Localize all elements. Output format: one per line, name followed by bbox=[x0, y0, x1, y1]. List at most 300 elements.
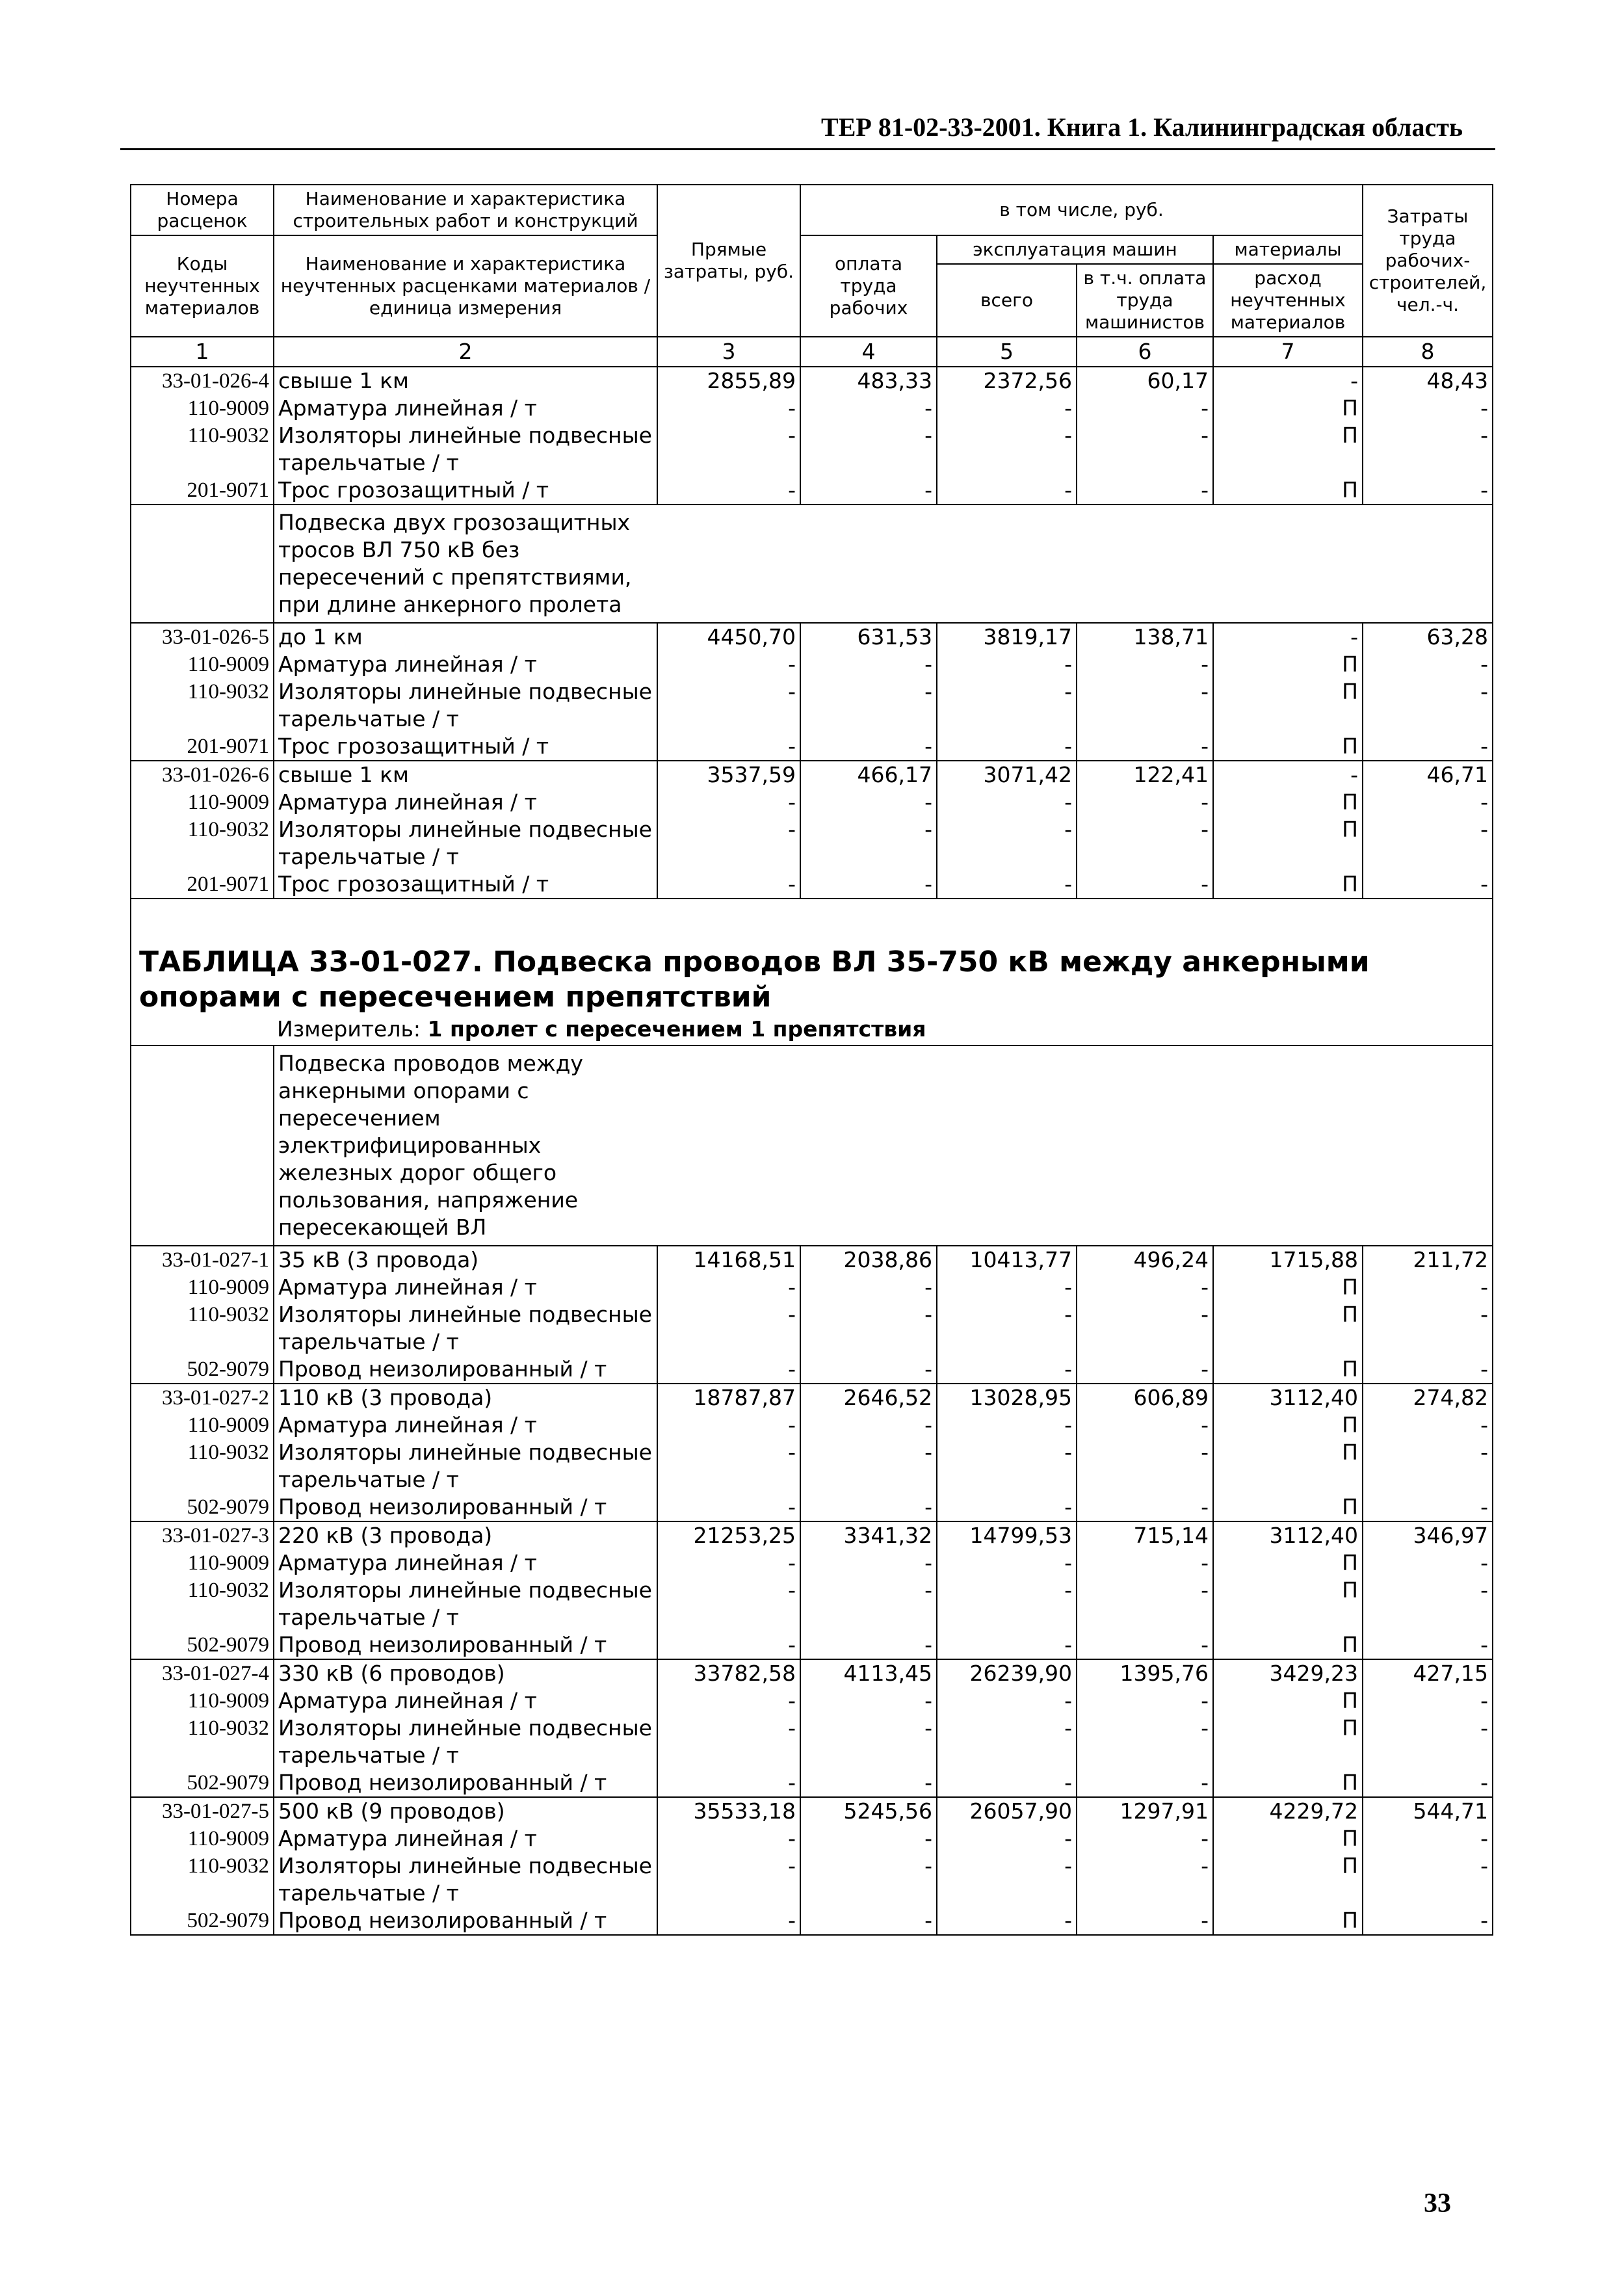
rate-value: - bbox=[800, 816, 937, 871]
rate-code: 110-9009 bbox=[131, 1687, 274, 1715]
rate-value: П bbox=[1213, 1577, 1363, 1631]
table2-title-row bbox=[131, 899, 1493, 1045]
rate-value: - bbox=[1363, 1493, 1493, 1521]
col-header-vsego: всего bbox=[937, 264, 1077, 337]
rate-value: П bbox=[1213, 1715, 1363, 1769]
rate-value: - bbox=[937, 678, 1077, 733]
rate-value: - bbox=[657, 1356, 800, 1384]
heading-spacer bbox=[131, 1045, 274, 1246]
rate-value: 63,28 bbox=[1363, 623, 1493, 651]
material-row bbox=[131, 678, 1493, 733]
rate-value: - bbox=[800, 422, 937, 477]
rate-value: - bbox=[657, 395, 800, 422]
section-heading: Подвеска проводов между анкерными опорами с пересечением электрифицированных железных дорог общего пользования, напряжение пересекающей ВЛ bbox=[274, 1045, 657, 1246]
rate-value: - bbox=[800, 1769, 937, 1797]
rate-name: Изоляторы линейные подвесные тарельчатые / т bbox=[274, 1715, 657, 1769]
rate-value: 3341,32 bbox=[800, 1521, 937, 1549]
rate-name: Изоляторы линейные подвесные тарельчатые / т bbox=[274, 1577, 657, 1631]
rate-value: - bbox=[937, 1356, 1077, 1384]
rate-code: 502-9079 bbox=[131, 1493, 274, 1521]
rate-value: - bbox=[657, 422, 800, 477]
material-row bbox=[131, 1825, 1493, 1852]
rate-value: - bbox=[657, 1577, 800, 1631]
column-number: 2 bbox=[274, 337, 657, 367]
rate-code: 110-9009 bbox=[131, 1549, 274, 1577]
table2-title: ТАБЛИЦА 33-01-027. Подвеска проводов ВЛ 35-750 кВ между анкерными опорами с пересечением препятствий bbox=[139, 945, 1370, 1014]
meter-label: Измеритель: bbox=[277, 1016, 428, 1042]
rate-value: 211,72 bbox=[1363, 1246, 1493, 1274]
rate-value: - bbox=[937, 1577, 1077, 1631]
rate-code: 110-9009 bbox=[131, 1412, 274, 1439]
rate-value: - bbox=[657, 1301, 800, 1356]
rate-value: 5245,56 bbox=[800, 1797, 937, 1825]
rate-value: - bbox=[800, 1356, 937, 1384]
rate-value: П bbox=[1213, 477, 1363, 505]
rate-value: 26239,90 bbox=[937, 1659, 1077, 1687]
rate-value: - bbox=[800, 871, 937, 899]
rate-value: П bbox=[1213, 1356, 1363, 1384]
rate-value: - bbox=[800, 789, 937, 816]
rate-value: - bbox=[800, 1301, 937, 1356]
rate-value: - bbox=[1363, 816, 1493, 871]
rate-value: - bbox=[1363, 1549, 1493, 1577]
rate-value: П bbox=[1213, 789, 1363, 816]
rates-table bbox=[130, 184, 1493, 1936]
rate-value: П bbox=[1213, 651, 1363, 678]
column-number: 3 bbox=[657, 337, 800, 367]
rate-value: - bbox=[937, 422, 1077, 477]
material-row bbox=[131, 1687, 1493, 1715]
rate-value: - bbox=[1213, 761, 1363, 789]
rate-value: - bbox=[1077, 422, 1213, 477]
rate-value: 35533,18 bbox=[657, 1797, 800, 1825]
rate-value: П bbox=[1213, 1631, 1363, 1659]
rate-value: 715,14 bbox=[1077, 1521, 1213, 1549]
rate-name: 110 кВ (3 провода) bbox=[274, 1384, 657, 1412]
rate-value: 274,82 bbox=[1363, 1384, 1493, 1412]
rate-value: - bbox=[1363, 422, 1493, 477]
table2-meter bbox=[135, 1015, 1488, 1044]
rate-value: - bbox=[937, 651, 1077, 678]
rate-value: - bbox=[800, 1439, 937, 1493]
section-heading-row bbox=[131, 1045, 1493, 1246]
rate-value: - bbox=[1077, 477, 1213, 505]
rate-value: П bbox=[1213, 1412, 1363, 1439]
rate-value: - bbox=[1363, 395, 1493, 422]
rate-value: - bbox=[937, 1715, 1077, 1769]
rate-value: - bbox=[657, 1274, 800, 1301]
rate-name: Трос грозозащитный / т bbox=[274, 477, 657, 505]
rate-value: П bbox=[1213, 422, 1363, 477]
rate-value: - bbox=[657, 651, 800, 678]
column-number: 7 bbox=[1213, 337, 1363, 367]
rate-name: Арматура линейная / т bbox=[274, 1274, 657, 1301]
rate-name: Изоляторы линейные подвесные тарельчатые / т bbox=[274, 816, 657, 871]
rate-name: Провод неизолированный / т bbox=[274, 1769, 657, 1797]
rate-value: 3537,59 bbox=[657, 761, 800, 789]
rate-value: 4450,70 bbox=[657, 623, 800, 651]
rate-value: 2038,86 bbox=[800, 1246, 937, 1274]
rate-value: 33782,58 bbox=[657, 1659, 800, 1687]
rate-value: - bbox=[657, 1907, 800, 1935]
rate-name: Арматура линейная / т bbox=[274, 651, 657, 678]
rate-value: - bbox=[937, 1631, 1077, 1659]
rate-value: - bbox=[937, 1549, 1077, 1577]
rate-code: 33-01-027-1 bbox=[131, 1246, 274, 1274]
rate-name: Арматура линейная / т bbox=[274, 1687, 657, 1715]
rate-value: - bbox=[1077, 1412, 1213, 1439]
rate-value: - bbox=[657, 1687, 800, 1715]
material-row bbox=[131, 422, 1493, 477]
rate-code: 33-01-027-4 bbox=[131, 1659, 274, 1687]
rate-value: П bbox=[1213, 1439, 1363, 1493]
material-row bbox=[131, 1715, 1493, 1769]
column-number: 8 bbox=[1363, 337, 1493, 367]
rate-code: 201-9071 bbox=[131, 477, 274, 505]
rate-value: 1297,91 bbox=[1077, 1797, 1213, 1825]
rate-value: П bbox=[1213, 395, 1363, 422]
rate-name: 35 кВ (3 провода) bbox=[274, 1246, 657, 1274]
rate-value: - bbox=[1363, 1439, 1493, 1493]
rate-value: - bbox=[800, 1274, 937, 1301]
rate-value: - bbox=[1363, 733, 1493, 761]
rate-name: Изоляторы линейные подвесные тарельчатые / т bbox=[274, 1439, 657, 1493]
rate-name: Провод неизолированный / т bbox=[274, 1493, 657, 1521]
rate-value: - bbox=[937, 871, 1077, 899]
column-number: 1 bbox=[131, 337, 274, 367]
col-header-nomera: Номера расценок bbox=[131, 185, 274, 235]
rate-value: - bbox=[800, 1907, 937, 1935]
rate-value: - bbox=[800, 1412, 937, 1439]
rate-value: П bbox=[1213, 1301, 1363, 1356]
rate-code: 33-01-026-5 bbox=[131, 623, 274, 651]
column-number: 4 bbox=[800, 337, 937, 367]
rate-value: - bbox=[800, 1493, 937, 1521]
rate-value: 2855,89 bbox=[657, 367, 800, 395]
rate-code: 33-01-026-4 bbox=[131, 367, 274, 395]
column-number: 5 bbox=[937, 337, 1077, 367]
rate-value: - bbox=[937, 477, 1077, 505]
rate-value: 138,71 bbox=[1077, 623, 1213, 651]
material-row bbox=[131, 651, 1493, 678]
rate-row bbox=[131, 1659, 1493, 1687]
rate-value: - bbox=[937, 1852, 1077, 1907]
rate-value: 26057,90 bbox=[937, 1797, 1077, 1825]
material-row bbox=[131, 1631, 1493, 1659]
rate-value: - bbox=[657, 816, 800, 871]
rate-row bbox=[131, 761, 1493, 789]
rate-value: 483,33 bbox=[800, 367, 937, 395]
rate-value: - bbox=[1077, 1577, 1213, 1631]
heading-spacer bbox=[131, 505, 274, 623]
rate-value: 14799,53 bbox=[937, 1521, 1077, 1549]
rate-value: П bbox=[1213, 1687, 1363, 1715]
rate-value: - bbox=[1077, 871, 1213, 899]
rate-name: Арматура линейная / т bbox=[274, 789, 657, 816]
rate-value: 13028,95 bbox=[937, 1384, 1077, 1412]
col-header-kody: Коды неучтенных материалов bbox=[131, 235, 274, 337]
rate-value: - bbox=[1077, 1852, 1213, 1907]
rate-name: 500 кВ (9 проводов) bbox=[274, 1797, 657, 1825]
rate-value: 46,71 bbox=[1363, 761, 1493, 789]
col-header-materialy: материалы bbox=[1213, 235, 1363, 264]
rate-value: - bbox=[937, 1301, 1077, 1356]
material-row bbox=[131, 1412, 1493, 1439]
rate-value: 1395,76 bbox=[1077, 1659, 1213, 1687]
rate-code: 110-9009 bbox=[131, 789, 274, 816]
rate-value: - bbox=[937, 1493, 1077, 1521]
rate-value: П bbox=[1213, 733, 1363, 761]
rate-code: 110-9032 bbox=[131, 816, 274, 871]
rate-value: 3429,23 bbox=[1213, 1659, 1363, 1687]
material-row bbox=[131, 1852, 1493, 1907]
col-header-rashod: расход неучтенных материалов bbox=[1213, 264, 1363, 337]
rate-value: - bbox=[1213, 623, 1363, 651]
rate-code: 201-9071 bbox=[131, 733, 274, 761]
heading-fill bbox=[657, 1045, 1493, 1246]
rate-value: - bbox=[1077, 733, 1213, 761]
rate-name: свыше 1 км bbox=[274, 761, 657, 789]
rate-code: 502-9079 bbox=[131, 1907, 274, 1935]
rate-value: - bbox=[1077, 1301, 1213, 1356]
material-row bbox=[131, 1356, 1493, 1384]
rate-name: Изоляторы линейные подвесные тарельчатые / т bbox=[274, 1852, 657, 1907]
material-row bbox=[131, 1274, 1493, 1301]
rate-value: - bbox=[1077, 1769, 1213, 1797]
material-row bbox=[131, 1577, 1493, 1631]
rate-value: - bbox=[1363, 789, 1493, 816]
rate-value: - bbox=[1077, 816, 1213, 871]
rate-row bbox=[131, 1797, 1493, 1825]
rate-value: П bbox=[1213, 1274, 1363, 1301]
rate-code: 110-9032 bbox=[131, 1301, 274, 1356]
rate-value: - bbox=[1363, 1825, 1493, 1852]
rate-value: 544,71 bbox=[1363, 1797, 1493, 1825]
rate-value: - bbox=[1077, 1549, 1213, 1577]
column-number: 6 bbox=[1077, 337, 1213, 367]
col-header-pryamye: Прямые затраты, руб. bbox=[657, 185, 800, 337]
rate-code: 201-9071 bbox=[131, 871, 274, 899]
rate-value: - bbox=[937, 1769, 1077, 1797]
col-header-oplata: оплата труда рабочих bbox=[800, 235, 937, 337]
material-row bbox=[131, 816, 1493, 871]
rate-value: - bbox=[1363, 1356, 1493, 1384]
rate-code: 110-9032 bbox=[131, 1715, 274, 1769]
rate-value: - bbox=[1077, 651, 1213, 678]
rate-value: 1715,88 bbox=[1213, 1246, 1363, 1274]
rate-value: - bbox=[1363, 477, 1493, 505]
rate-value: - bbox=[1363, 651, 1493, 678]
rate-value: - bbox=[1077, 1356, 1213, 1384]
rate-value: - bbox=[800, 1577, 937, 1631]
col-header-naim1: Наименование и характеристика строительных работ и конструкций bbox=[274, 185, 657, 235]
col-header-zatraty: Затраты труда рабочих-строителей, чел.-ч. bbox=[1363, 185, 1493, 337]
material-row bbox=[131, 1439, 1493, 1493]
rate-value: - bbox=[1363, 1274, 1493, 1301]
rate-value: 2372,56 bbox=[937, 367, 1077, 395]
rate-row bbox=[131, 623, 1493, 651]
rate-value: - bbox=[937, 1412, 1077, 1439]
rate-value: 48,43 bbox=[1363, 367, 1493, 395]
material-row bbox=[131, 1907, 1493, 1935]
header-rule bbox=[120, 148, 1495, 150]
material-row bbox=[131, 1549, 1493, 1577]
col-header-ekspl: эксплуатация машин bbox=[937, 235, 1213, 264]
rate-value: П bbox=[1213, 678, 1363, 733]
rate-name: Изоляторы линейные подвесные тарельчатые / т bbox=[274, 1301, 657, 1356]
rate-value: - bbox=[1077, 1825, 1213, 1852]
rate-name: Изоляторы линейные подвесные тарельчатые / т bbox=[274, 678, 657, 733]
rate-value: - bbox=[1363, 678, 1493, 733]
rate-value: - bbox=[800, 1825, 937, 1852]
rate-value: 606,89 bbox=[1077, 1384, 1213, 1412]
rate-value: 2646,52 bbox=[800, 1384, 937, 1412]
rate-value: - bbox=[657, 733, 800, 761]
rate-value: - bbox=[657, 1715, 800, 1769]
rate-value: - bbox=[1077, 1907, 1213, 1935]
rate-value: - bbox=[800, 1715, 937, 1769]
rate-value: - bbox=[657, 678, 800, 733]
rate-name: 330 кВ (6 проводов) bbox=[274, 1659, 657, 1687]
material-row bbox=[131, 871, 1493, 899]
rate-value: 18787,87 bbox=[657, 1384, 800, 1412]
rate-value: - bbox=[657, 789, 800, 816]
rate-name: Провод неизолированный / т bbox=[274, 1356, 657, 1384]
rate-value: П bbox=[1213, 871, 1363, 899]
rate-code: 33-01-027-3 bbox=[131, 1521, 274, 1549]
rate-value: - bbox=[1363, 871, 1493, 899]
rate-value: - bbox=[1363, 1907, 1493, 1935]
rate-value: 346,97 bbox=[1363, 1521, 1493, 1549]
rate-value: - bbox=[657, 1412, 800, 1439]
rate-value: - bbox=[937, 1274, 1077, 1301]
material-row bbox=[131, 1301, 1493, 1356]
rate-value: - bbox=[1363, 1631, 1493, 1659]
rate-value: - bbox=[1363, 1301, 1493, 1356]
page-header: ТЕР 81-02-33-2001. Книга 1. Калининградская область bbox=[821, 112, 1463, 142]
rate-value: П bbox=[1213, 816, 1363, 871]
rate-value: - bbox=[1213, 367, 1363, 395]
rate-name: до 1 км bbox=[274, 623, 657, 651]
rate-value: 4229,72 bbox=[1213, 1797, 1363, 1825]
rate-code: 110-9032 bbox=[131, 1439, 274, 1493]
rate-value: - bbox=[657, 871, 800, 899]
rate-code: 110-9009 bbox=[131, 1825, 274, 1852]
rate-name: Изоляторы линейные подвесные тарельчатые / т bbox=[274, 422, 657, 477]
rate-value: - bbox=[1077, 395, 1213, 422]
rate-value: - bbox=[937, 816, 1077, 871]
rate-value: - bbox=[1077, 1493, 1213, 1521]
rate-value: 60,17 bbox=[1077, 367, 1213, 395]
page-number: 33 bbox=[1424, 2189, 1451, 2218]
rate-value: - bbox=[1077, 789, 1213, 816]
rate-name: Трос грозозащитный / т bbox=[274, 733, 657, 761]
rate-value: - bbox=[800, 1549, 937, 1577]
rate-value: - bbox=[800, 733, 937, 761]
rate-value: - bbox=[937, 733, 1077, 761]
rate-code: 110-9032 bbox=[131, 1852, 274, 1907]
rate-value: 4113,45 bbox=[800, 1659, 937, 1687]
rate-value: - bbox=[800, 477, 937, 505]
rate-value: - bbox=[800, 678, 937, 733]
rate-value: 21253,25 bbox=[657, 1521, 800, 1549]
rate-value: - bbox=[1363, 1715, 1493, 1769]
rate-value: 3819,17 bbox=[937, 623, 1077, 651]
rate-code: 502-9079 bbox=[131, 1631, 274, 1659]
heading-fill bbox=[657, 505, 1493, 623]
rate-row bbox=[131, 1384, 1493, 1412]
material-row bbox=[131, 733, 1493, 761]
rate-value: - bbox=[800, 1687, 937, 1715]
rate-value: 10413,77 bbox=[937, 1246, 1077, 1274]
rate-value: 3112,40 bbox=[1213, 1521, 1363, 1549]
material-row bbox=[131, 1493, 1493, 1521]
rate-name: Арматура линейная / т bbox=[274, 1549, 657, 1577]
rate-value: - bbox=[1363, 1577, 1493, 1631]
col-header-vtom: в том числе, руб. bbox=[800, 185, 1363, 235]
material-row bbox=[131, 395, 1493, 422]
rate-name: Арматура линейная / т bbox=[274, 395, 657, 422]
rate-name: 220 кВ (3 провода) bbox=[274, 1521, 657, 1549]
col-header-vtch: в т.ч. оплата труда машинистов bbox=[1077, 264, 1213, 337]
table2-title-cell bbox=[131, 899, 1493, 1045]
section-heading-row bbox=[131, 505, 1493, 623]
rate-value: - bbox=[1077, 1439, 1213, 1493]
rate-code: 110-9009 bbox=[131, 651, 274, 678]
rate-value: - bbox=[937, 789, 1077, 816]
rate-name: Трос грозозащитный / т bbox=[274, 871, 657, 899]
rate-row bbox=[131, 1521, 1493, 1549]
rate-value: 631,53 bbox=[800, 623, 937, 651]
rate-value: 466,17 bbox=[800, 761, 937, 789]
rate-value: П bbox=[1213, 1852, 1363, 1907]
rate-value: - bbox=[1363, 1412, 1493, 1439]
rate-value: 14168,51 bbox=[657, 1246, 800, 1274]
rate-value: - bbox=[657, 477, 800, 505]
rate-value: - bbox=[937, 1439, 1077, 1493]
rate-code: 33-01-026-6 bbox=[131, 761, 274, 789]
rate-value: - bbox=[1363, 1769, 1493, 1797]
rate-value: - bbox=[937, 395, 1077, 422]
rate-name: Арматура линейная / т bbox=[274, 1412, 657, 1439]
rate-value: - bbox=[1077, 1715, 1213, 1769]
rate-value: П bbox=[1213, 1907, 1363, 1935]
material-row bbox=[131, 1769, 1493, 1797]
rate-value: 122,41 bbox=[1077, 761, 1213, 789]
rate-code: 110-9032 bbox=[131, 422, 274, 477]
rate-value: - bbox=[1077, 678, 1213, 733]
rate-value: - bbox=[657, 1631, 800, 1659]
material-row bbox=[131, 789, 1493, 816]
meter-value: 1 пролет с пересечением 1 препятствия bbox=[427, 1016, 926, 1042]
rate-value: 496,24 bbox=[1077, 1246, 1213, 1274]
rate-value: 3071,42 bbox=[937, 761, 1077, 789]
material-row bbox=[131, 477, 1493, 505]
rate-value: П bbox=[1213, 1769, 1363, 1797]
rate-value: - bbox=[657, 1852, 800, 1907]
rate-row bbox=[131, 367, 1493, 395]
rate-value: - bbox=[657, 1769, 800, 1797]
rate-value: - bbox=[657, 1439, 800, 1493]
rate-value: - bbox=[937, 1825, 1077, 1852]
rate-value: - bbox=[1363, 1687, 1493, 1715]
rate-value: - bbox=[937, 1687, 1077, 1715]
rate-value: - bbox=[800, 395, 937, 422]
rate-value: - bbox=[1077, 1274, 1213, 1301]
rate-code: 110-9009 bbox=[131, 395, 274, 422]
rate-name: Провод неизолированный / т bbox=[274, 1907, 657, 1935]
rate-code: 502-9079 bbox=[131, 1356, 274, 1384]
